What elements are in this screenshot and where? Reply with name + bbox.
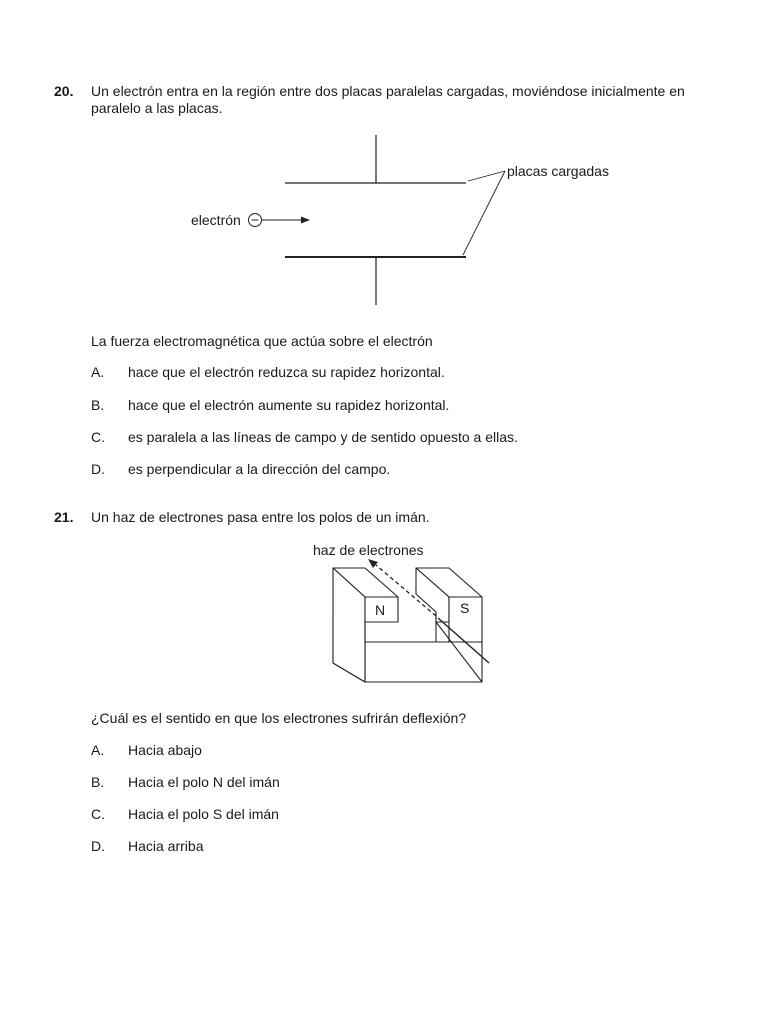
plates-label: placas cargadas [507,163,609,179]
option-letter: B. [91,774,105,790]
north-pole-label: N [375,602,386,618]
option-text: Hacia el polo S del imán [128,806,279,822]
option-letter: D. [91,838,105,854]
question-stem: ¿Cuál es el sentido en que los electrones sufrirán deflexión? [91,710,467,726]
question-number: 20. [54,83,74,99]
magnet-base-front [365,642,482,682]
south-pole-label: S [460,600,470,616]
question-stem: La fuerza electromagnética que actúa sobre el electrón [91,333,433,349]
question-text: Un haz de electrones pasa entre los polos de un imán. [91,509,430,525]
option-text: es perpendicular a la dirección del campo. [128,461,391,477]
option-text: Hacia el polo N del imán [128,774,280,790]
option-letter: B. [91,397,105,413]
option-text: es paralela a las líneas de campo y de sentido opuesto a ellas. [128,429,518,445]
option-letter: A. [91,364,105,380]
option-letter: A. [91,742,105,758]
option-text: hace que el electrón reduzca su rapidez horizontal. [128,364,445,380]
option-text: Hacia arriba [128,838,204,854]
beam-arrow-head [368,559,378,568]
electron-label: electrón [191,212,241,228]
option-text: Hacia abajo [128,742,202,758]
beam-label: haz de electrones [313,542,424,558]
question-number: 21. [54,509,74,525]
option-letter: C. [91,429,105,445]
option-letter: C. [91,806,105,822]
question-text: Un electrón entra en la región entre dos placas paralelas cargadas, moviéndose inicialmente en paralelo a las placas. [91,83,685,116]
option-letter: D. [91,461,105,477]
option-text: hace que el electrón aumente su rapidez horizontal. [128,397,450,413]
